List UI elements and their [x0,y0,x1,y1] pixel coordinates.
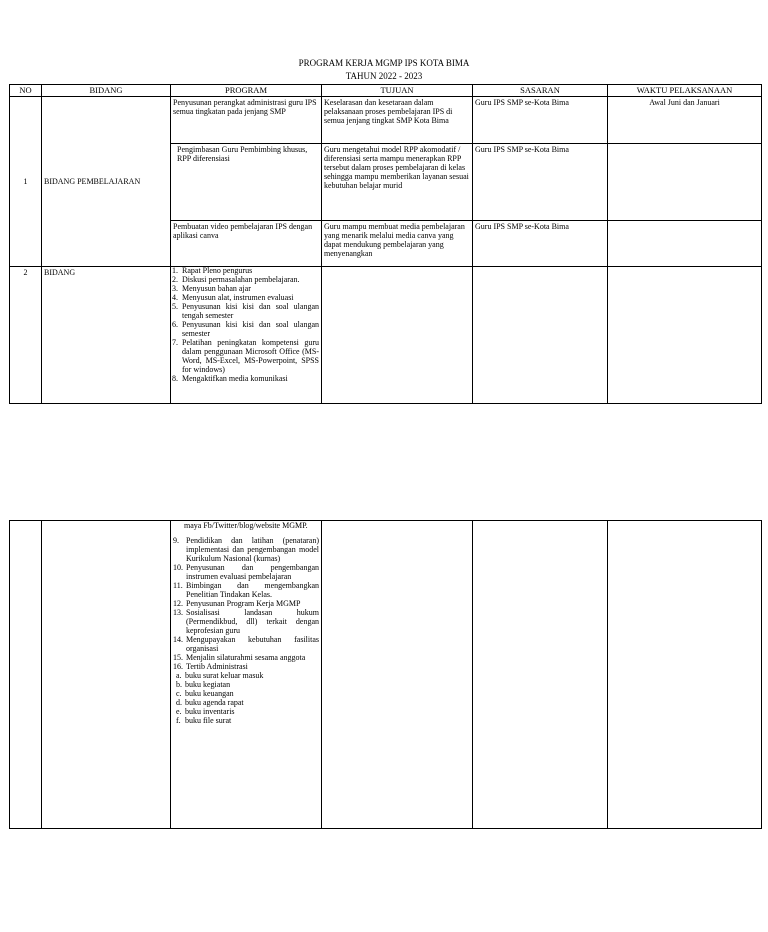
list-item-number: 5. [172,302,178,311]
list-item-number: 7. [172,338,178,347]
list-item-number: 15. [173,653,183,662]
bidang-cell: BIDANG PEMBELAJARAN [42,97,171,267]
program-list [172,267,319,384]
list-item-number: 12. [173,599,183,608]
list-item [172,284,319,293]
list-item-number: 14. [173,635,183,644]
list-item-text: buku keuangan [185,689,234,698]
list-item [172,338,319,374]
tujuan-cell: Guru mampu membuat media pembelajaran yang menarik melalui media canva yang dapat mendukung pembelajaran yang menyenangkan [322,221,473,267]
list-item [173,662,319,671]
col-header-sasaran: SASARAN [473,85,608,97]
list-item-text: Penyusunan kisi kisi dan soal ulangan tengah semester [182,302,319,320]
waktu-cell [608,521,762,829]
list-item-number: 4. [172,293,178,302]
list-item-number: 11. [173,581,183,590]
list-item-text: Menjalin silaturahmi sesama anggota [186,653,306,662]
program-list [173,536,319,671]
list-item-number: d. [176,698,182,707]
program-cell: Pengimbasan Guru Pembimbing khusus, RPP diferensiasi [171,144,322,221]
list-item-number: 16. [173,662,183,671]
list-item-number: a. [176,671,182,680]
list-item [176,716,319,725]
tujuan-cell: Keselarasan dan kesetaraan dalam pelaksanaan proses pembelajaran IPS di semua jenjang tingkat SMP Kota Bima [322,97,473,144]
list-item [172,374,319,383]
list-item [172,302,319,320]
col-header-waktu: WAKTU PELAKSANAAN [608,85,762,97]
list-item-text: buku file surat [185,716,232,725]
list-item [172,275,319,284]
list-item [176,689,319,698]
list-item-text: Menyusun bahan ajar [182,284,251,293]
list-item-text: Diskusi permasalahan pembelajaran. [182,275,300,284]
bidang-cell: BIDANG [42,267,171,404]
list-item-text: Menyusun alat, instrumen evaluasi [182,293,294,302]
list-item [173,536,319,563]
list-item [172,267,319,276]
sasaran-cell [473,267,608,404]
list-item [173,599,319,608]
col-header-bidang: BIDANG [42,85,171,97]
list-item-number: 10. [173,563,183,572]
waktu-cell [608,144,762,221]
program-table-part2 [9,520,762,829]
waktu-cell [608,267,762,404]
bidang-cell [42,521,171,829]
list-item-number: b. [176,680,182,689]
sasaran-cell: Guru IPS SMP se-Kota Bima [473,221,608,267]
list-item-number: f. [176,716,181,725]
list-item-text: Bimbingan dan mengembangkan Penelitian Tindakan Kelas. [186,581,319,599]
col-header-tujuan: TUJUAN [322,85,473,97]
list-item-text: Rapat Pleno pengurus [182,266,253,275]
list-item-text: buku agenda rapat [185,698,244,707]
list-item-text: Mengaktifkan media komunikasi [182,374,288,383]
list-item-number: e. [176,707,182,716]
list-item [173,608,319,635]
list-item [176,671,319,680]
table-row [10,521,762,829]
list-item-text: buku surat keluar masuk [185,671,264,680]
list-item-text: Sosialisasi landasan hukum (Permendikbud, dll) terkait dengan keprofesian guru [186,608,319,635]
list-item-text: Penyusunan kisi kisi dan soal ulangan semester [182,320,319,338]
list-item-text: Pendidikan dan latihan (penataran) implementasi dan pengembangan model Kurikulum Nasional (kurnas) [186,536,319,563]
list-item-text: buku kegiatan [185,680,231,689]
list-item-text: buku inventaris [185,707,235,716]
list-item-text: Mengupayakan kebutuhan fasilitas organisasi [186,635,319,653]
list-item-text: Penyusunan dan pengembangan instrumen evaluasi pembelajaran [186,563,319,581]
tujuan-cell [322,521,473,829]
list-item-number: c. [176,689,182,698]
list-item-number: 8. [172,374,178,383]
list-item [176,698,319,707]
table-header-row [10,85,762,97]
list-item [173,563,319,581]
list-item-number: 2. [172,275,178,284]
admin-list [176,671,319,725]
list-item [172,320,319,338]
list-item-text: Penyusunan Program Kerja MGMP [186,599,301,608]
table-row [10,97,762,144]
document-year: TAHUN 2022 - 2023 [345,71,423,81]
list-item [173,635,319,653]
program-cell: Pembuatan video pembelajaran IPS dengan aplikasi canva [171,221,322,267]
list-item-number: 6. [172,320,178,329]
list-item-number: 13. [173,608,183,617]
document-title: PROGRAM KERJA MGMP IPS KOTA BIMA [298,58,470,68]
table-row [10,267,762,404]
row-number [10,521,42,829]
row-number: 2 [10,267,42,404]
list-item [176,707,319,716]
program-cell [171,267,322,404]
tujuan-cell [322,267,473,404]
list-item [173,653,319,662]
program-cell: Penyusunan perangkat administrasi guru IPS semua tingkatan pada jenjang SMP [171,97,322,144]
list-item-number: 3. [172,284,178,293]
list-item-text: Tertib Administrasi [186,662,248,671]
list-item [176,680,319,689]
col-header-program: PROGRAM [171,85,322,97]
program-cell [171,521,322,829]
waktu-cell: Awal Juni dan Januari [608,97,762,144]
tujuan-cell: Guru mengetahui model RPP akomodatif / diferensiasi serta mampu menerapkan RPP tersebut dalam proses pembelajaran di kelas sehingga mampu memberikan layanan sesuai kebutuhan belajar murid [322,144,473,221]
list-item-text: Pelatihan peningkatan kompetensi guru dalam penggunaan Microsoft Office (MS-Word, MS-Excel, MS-Powerpoint, SPSS for windows) [182,338,319,374]
list-item-number: 1. [172,266,178,275]
program-item-continued: maya Fb/Twitter/blog/website MGMP. [184,521,308,530]
waktu-cell [608,221,762,267]
list-item [173,581,319,599]
program-table-part1 [9,84,762,404]
col-header-no: NO [10,85,42,97]
list-item-number: 9. [173,536,179,545]
list-item [172,293,319,302]
sasaran-cell [473,521,608,829]
row-number: 1 [10,97,42,267]
sasaran-cell: Guru IPS SMP se-Kota Bima [473,144,608,221]
sasaran-cell: Guru IPS SMP se-Kota Bima [473,97,608,144]
